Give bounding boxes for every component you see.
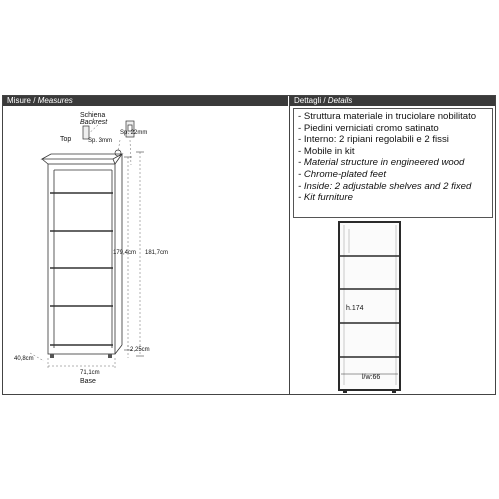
top-label: Top: [60, 136, 72, 143]
photo-height-label: h.174: [346, 305, 364, 312]
measures-header-label: Misure /: [7, 96, 38, 105]
details-item: - Inside: 2 adjustable shelves and 2 fixed: [298, 180, 472, 192]
details-item: - Piedini verniciati cromo satinato: [298, 122, 439, 134]
details-item: - Chrome-plated feet: [298, 168, 386, 180]
width-label: 71,1cm: [80, 370, 100, 376]
measures-header-label-en: Measures: [37, 96, 73, 105]
backrest-label-en: Backrest: [80, 119, 108, 126]
details-item: - Struttura materiale in truciolare nobilitato: [298, 111, 477, 122]
photo-width-label: l/w:66: [362, 374, 381, 381]
total-height-label: 181,7cm: [145, 250, 169, 256]
details-item: - Interno: 2 ripiani regolabili e 2 fissi: [298, 134, 449, 146]
shelf-thickness: Sp. 22mm: [120, 130, 148, 136]
depth-label: 40,8cm: [14, 356, 34, 362]
details-item: - Kit furniture: [298, 192, 353, 204]
backrest-label-it: Schiena: [80, 112, 106, 119]
details-item: - Mobile in kit: [298, 145, 355, 157]
backrest-thickness: Sp. 3mm: [88, 138, 113, 144]
base-label: Base: [80, 378, 96, 385]
details-item: - Material structure in engineered wood: [298, 157, 465, 169]
details-header-label: Dettagli /: [294, 96, 328, 105]
details-header-label-en: Details: [327, 96, 353, 105]
foot-height-label: 2,25cm: [130, 347, 150, 353]
inner-height-label: 179,4cm: [113, 250, 137, 256]
